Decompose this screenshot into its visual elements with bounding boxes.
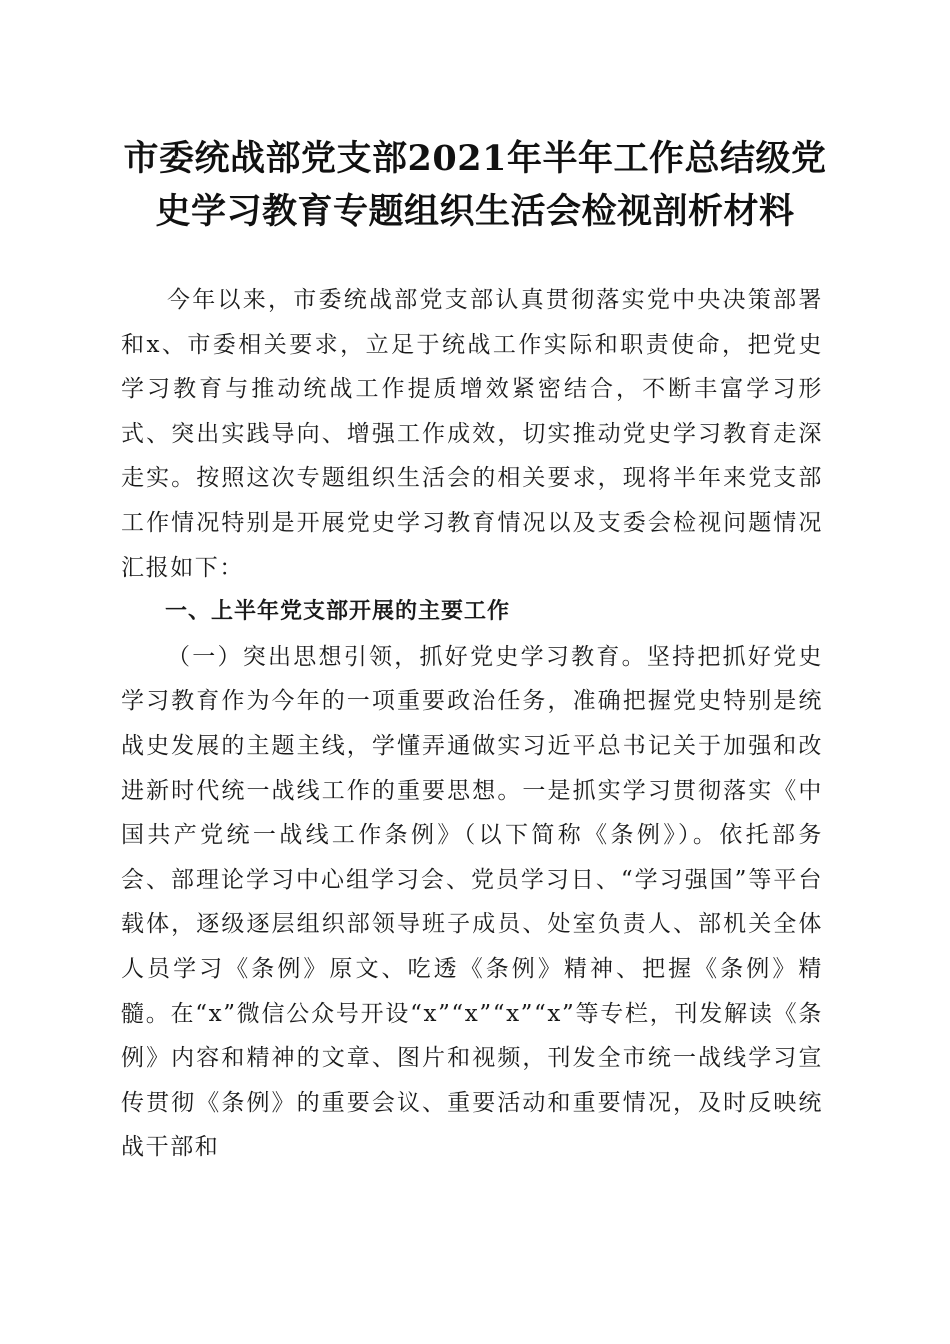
document-body bbox=[121, 278, 823, 1170]
document-title bbox=[110, 132, 840, 238]
section-heading: 一、上半年党支部开展的主要工作 bbox=[165, 599, 511, 625]
section-paragraph: （一）突出思想引领，抓好党史学习教育。坚持把抓好党史学习教育作为今年的一项重要政治任务，准确把握党史特别是统战史发展的主题主线，学懂弄通做实习近平总书记关于加强和改进新时代统一战线工作的重要思想。一是抓实学习贯彻落实《中国共产党统一战线工作条例》（以下简称《条例》）。依托部务会、部理论学习中心组学习会、党员学习日、“学习强国”等平台载体，逐级逐层组织部领导班子成员、处室负责人、部机关全体人员学习《条例》原文、吃透《条例》精神、把握《条例》精髓。在“x”微信公众号开设“x”“x”“x”“x”等专栏，刊发解读《条例》内容和精神的文章、图片和视频，刊发全市统一战线学习宣传贯彻《条例》的重要会议、重要活动和重要情况，及时反映统战干部和 bbox=[121, 643, 823, 1161]
intro-paragraph: 今年以来，市委统战部党支部认真贯彻落实党中央决策部署和x、市委相关要求，立足于统战工作实际和职责使命，把党史学习教育与推动统战工作提质增效紧密结合，不断丰富学习形式、突出实践导向、增强工作成效，切实推动党史学习教育走深走实。按照这次专题组织生活会的相关要求，现将半年来党支部工作情况特别是开展党史学习教育情况以及支委会检视问题情况汇报如下： bbox=[121, 287, 823, 581]
title-line-2: 史学习教育专题组织生活会检视剖析材料 bbox=[155, 191, 795, 232]
title-line-1: 市委统战部党支部2021年半年工作总结级党 bbox=[123, 138, 827, 179]
